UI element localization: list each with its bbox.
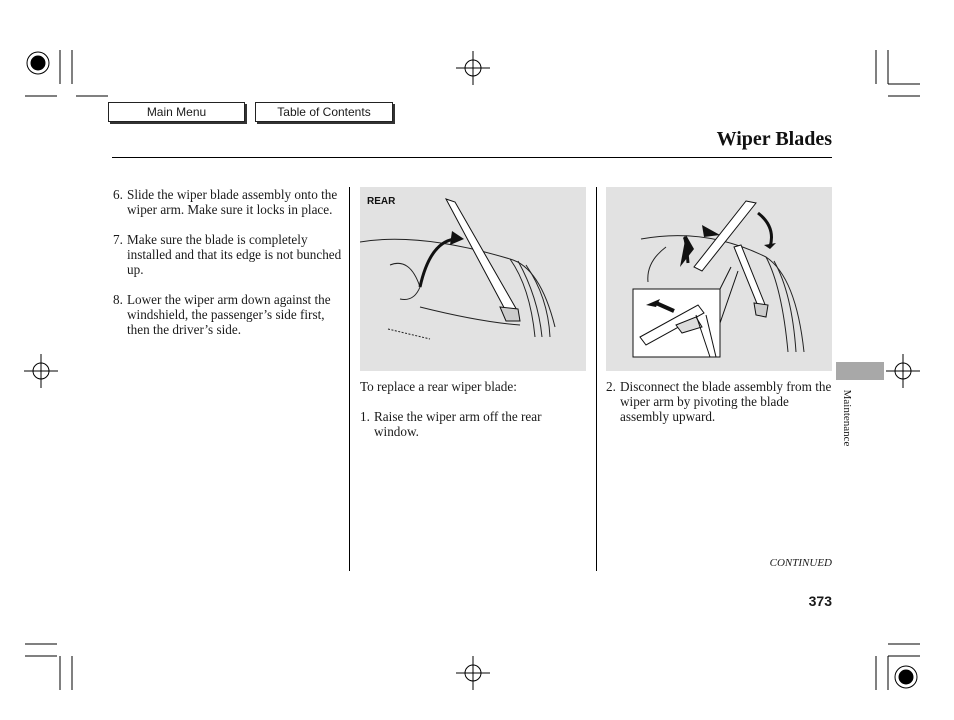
title-rule bbox=[112, 157, 832, 158]
step-2 bbox=[606, 379, 834, 424]
step-number: 6. bbox=[113, 187, 123, 202]
step-text: Slide the wiper blade assembly onto the wiper arm. Make sure it locks in place. bbox=[127, 187, 338, 217]
intro-text: To replace a rear wiper blade: bbox=[360, 379, 517, 394]
rear-wiper-illustration bbox=[360, 187, 586, 371]
blade-removal-illustration bbox=[606, 187, 832, 371]
left-column bbox=[113, 187, 343, 352]
step-text: Disconnect the blade assembly from the wiper arm by pivoting the blade assembly upward. bbox=[620, 379, 832, 424]
right-column bbox=[606, 379, 834, 439]
step-number: 2. bbox=[606, 379, 616, 394]
column-divider bbox=[596, 187, 597, 571]
section-tab-label: Maintenance bbox=[841, 389, 853, 447]
illustration-label: REAR bbox=[367, 196, 396, 207]
page-number: 373 bbox=[808, 593, 832, 609]
step-text: Lower the wiper arm down against the windshield, the passenger’s side first, then the driver’s side. bbox=[127, 292, 331, 337]
step-text: Make sure the blade is completely installed and that its edge is not bunched up. bbox=[127, 232, 342, 277]
step-1 bbox=[360, 409, 586, 439]
step-number: 7. bbox=[113, 232, 123, 247]
middle-column bbox=[360, 379, 586, 454]
step-number: 8. bbox=[113, 292, 123, 307]
step-6 bbox=[113, 187, 343, 217]
step-number: 1. bbox=[360, 409, 370, 424]
column-divider bbox=[349, 187, 350, 571]
page-title: Wiper Blades bbox=[716, 128, 832, 150]
step-7 bbox=[113, 232, 343, 277]
section-tab bbox=[836, 362, 884, 380]
table-of-contents-button[interactable]: Table of Contents bbox=[255, 102, 393, 122]
continued-label: CONTINUED bbox=[769, 557, 832, 569]
step-8 bbox=[113, 292, 343, 337]
main-menu-button[interactable]: Main Menu bbox=[108, 102, 245, 122]
step-text: Raise the wiper arm off the rear window. bbox=[374, 409, 542, 439]
